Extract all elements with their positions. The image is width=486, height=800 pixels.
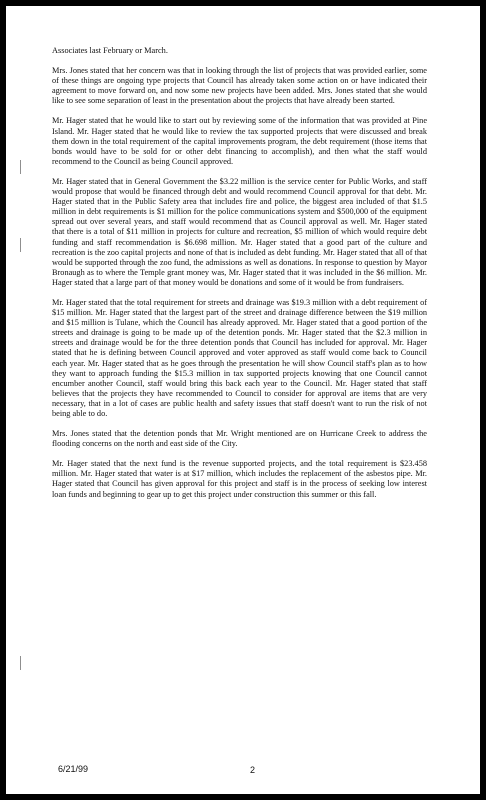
margin-mark <box>20 160 25 174</box>
paragraph: Mr. Hager stated that he would like to start out by reviewing some of the information that was provided at Pine Island. Mr. Hager stated that he would like to review the tax supported projects that were discussed and break them down in the total requirement of the capital improvements program, the debt requirement (those items that bonds would have to be sold for or other debt financing to accomplish), and then what the staff would recommend to the Council as being Council approved. <box>52 116 427 166</box>
paragraph: Mr. Hager stated that the next fund is the revenue supported projects, and the total requirement is $23.458 million. Mr. Hager stated that water is at $17 million, which includes the replacement of the asbestos pipe. Mr. Hager stated that Council has given approval for this project and staff is in the process of seeking low interest loan funds and beginning to gear up to get this project under construction this summer or this fall. <box>52 459 427 499</box>
paragraph: Mr. Hager stated that the total requirement for streets and drainage was $19.3 million with a debt requirement of $15 million. Mr. Hager stated that the largest part of the street and drainage difference between the $19 million and $15 million is Tulane, which the Council has already approved. Mr. Hager stated that a good portion of the streets and drainage is going to be made up of the detention ponds. Mr. Hager stated that the $2.3 million in streets and drainage would be for the three detention ponds that Council has included for approval. Mr. Hager stated that he is defining between Council approved and voter approved as staff would come back to Council each year. Mr. Hager stated that as he goes through the presentation he will show Council staff's plan as to how they want to approach funding the $15.3 million in tax supported projects knowing that one Council cannot encumber another Council, staff would bring this back each year to the Council. Mr. Hager stated that staff believes that the projects they have recommended to Council to consider for approval are items that are very necessary, that in a lot of cases are public health and safety issues that staff doesn't want to run the risk of not being able to do. <box>52 297 427 418</box>
margin-mark <box>20 656 25 670</box>
scan-border-right <box>480 0 486 800</box>
paragraph: Mr. Hager stated that in General Government the $3.22 million is the service center for Public Works, and staff would propose that would be financed through debt and would recommend Council approval for that debt. Mr. Hager stated that in the Public Safety area that includes fire and police, the biggest area included of that $1.5 million in debt requirements is $1 million for the police communications system and $500,000 of the equipment spread out over several years, and staff would recommend that as Council approval as well. Mr. Hager stated that there is a total of $11 million in projects for culture and recreation, $5 million of which would require debt funding and staff recommendation is $6.698 million. Mr. Hager stated that a good part of the culture and recreation is the zoo capital projects and none of that is included as debt funding. Mr. Hager stated that all of that would be supported through the zoo fund, the admissions as well as donations. In response to question by Mayor Bronaugh as to where the Temple grant money was, Mr. Hager stated that it was included in the $6 million. Mr. Hager stated that a large part of that money would be donations and some of it would be from fundraisers. <box>52 176 427 287</box>
paragraph: Associates last February or March. <box>52 46 168 55</box>
footer-date: 6/21/99 <box>58 764 89 774</box>
paragraph: Mrs. Jones stated that her concern was that in looking through the list of projects that was provided earlier, some of these things are ongoing type projects that Council has already taken some action on or have indicated their agreement to move forward on, and now some new projects have been added. Mrs. Jones stated that she would like to see some separation of least in the presentation about the projects that have already been started. <box>52 66 427 106</box>
document-body <box>52 46 427 510</box>
margin-mark <box>20 238 25 252</box>
paragraph: Mrs. Jones stated that the detention ponds that Mr. Wright mentioned are on Hurricane Creek to address the flooding concerns on the north and east side of the City. <box>52 429 427 449</box>
page-number: 2 <box>250 765 256 775</box>
